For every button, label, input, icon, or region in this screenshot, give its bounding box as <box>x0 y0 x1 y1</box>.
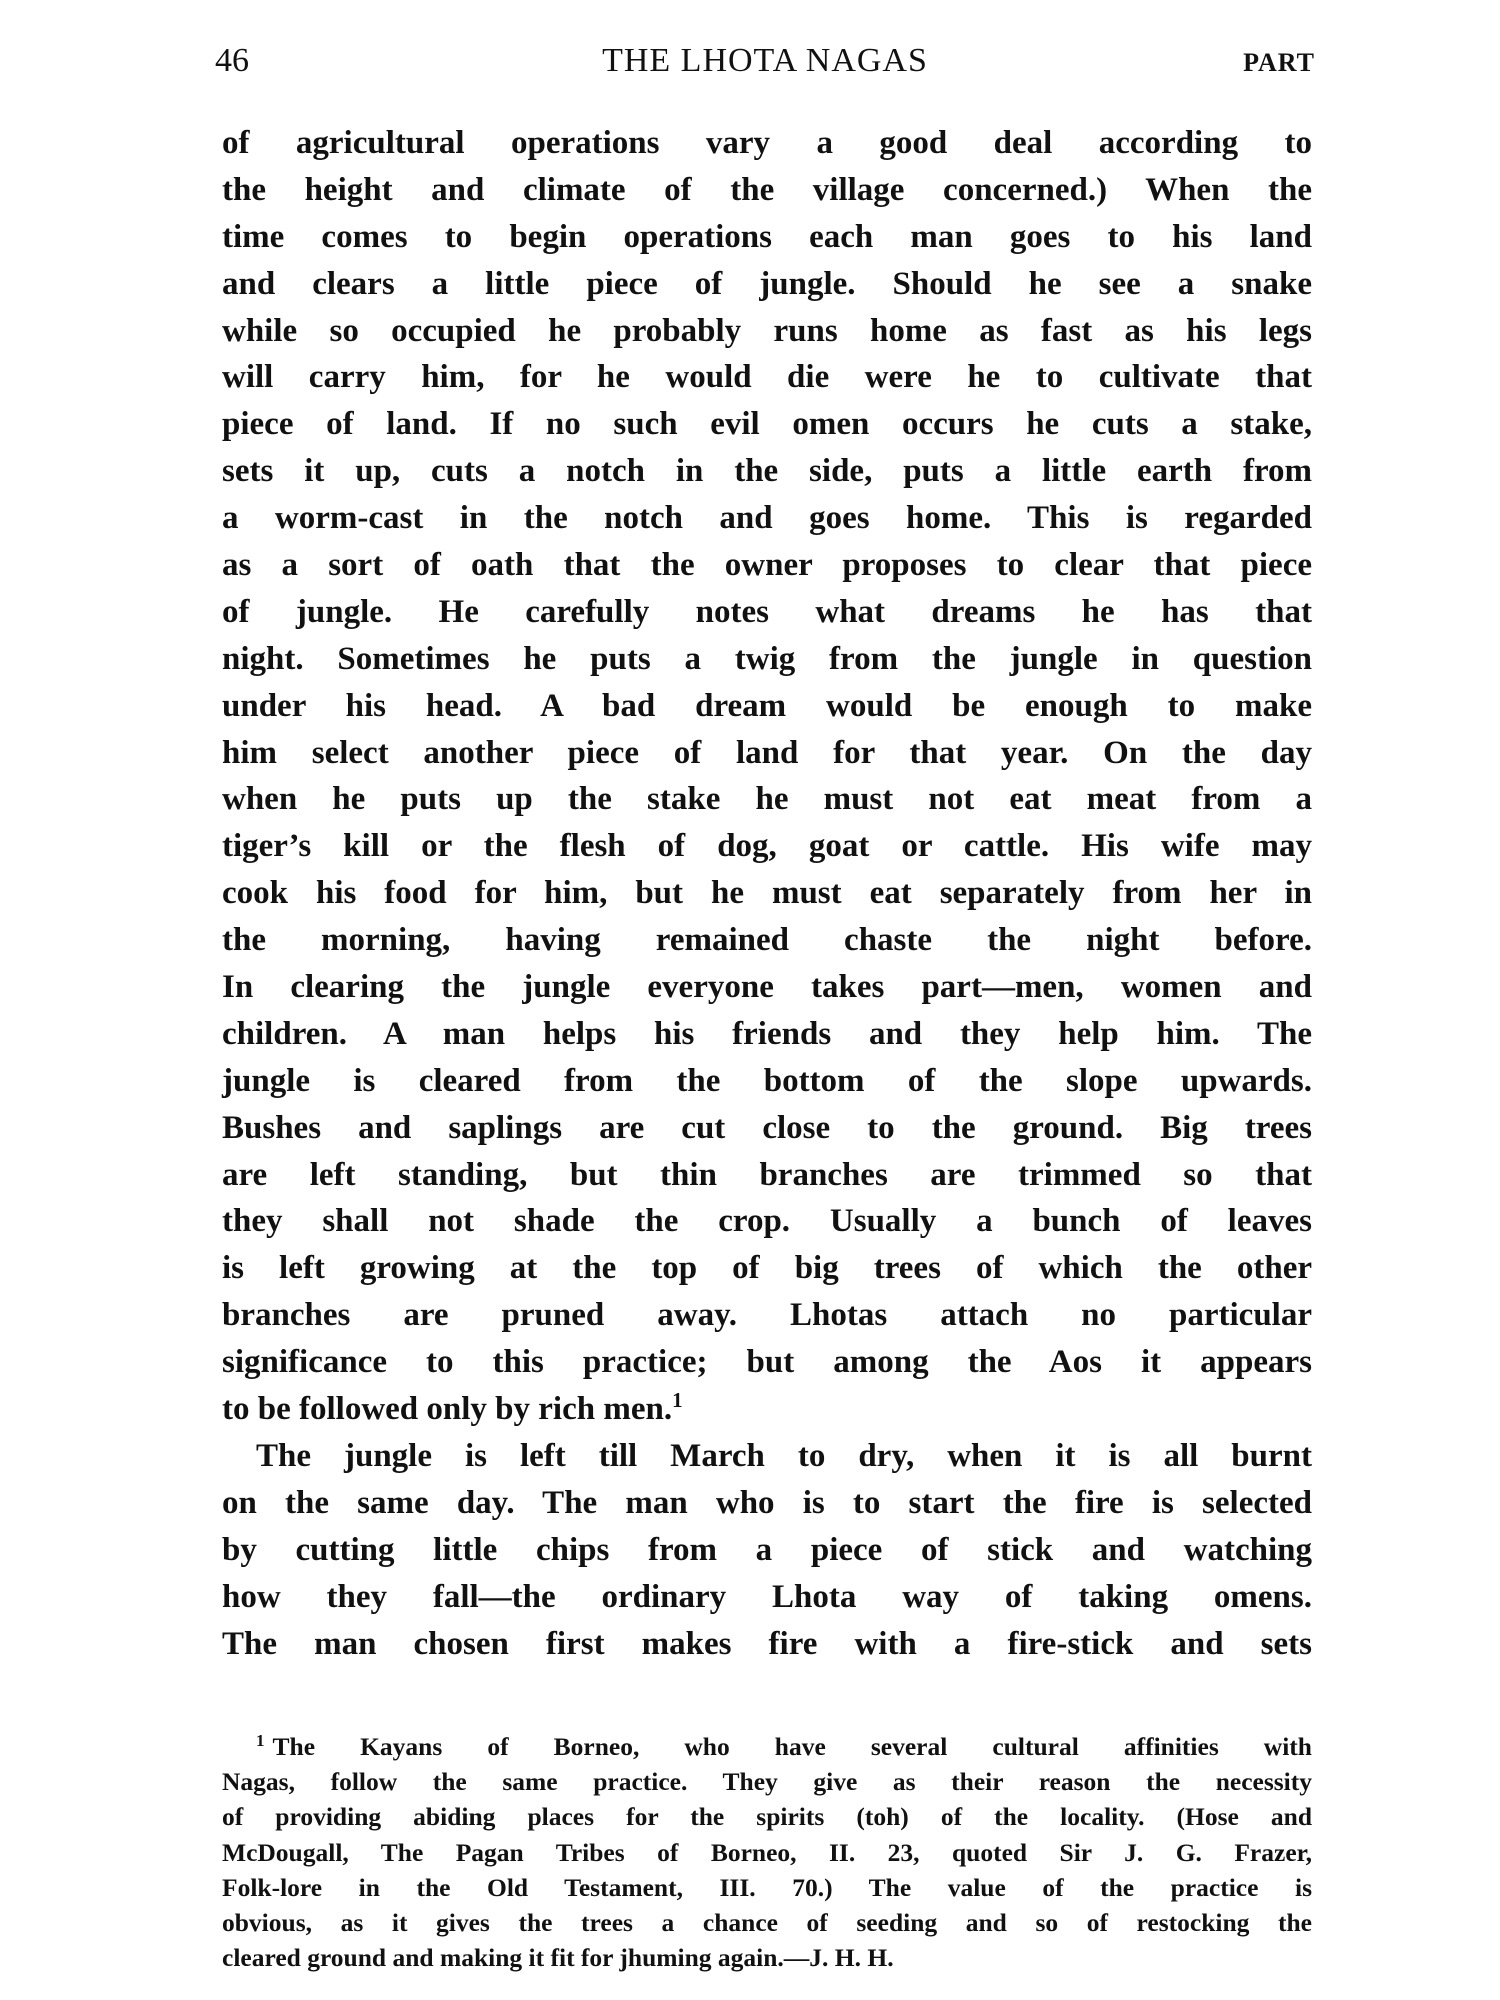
body-line: significance to this practice; but among the Aos it appears <box>222 1344 1312 1381</box>
footnote-line: obvious, as it gives the trees a chance of seeding and so of restocking the <box>222 1907 1312 1937</box>
body-line: by cutting little chips from a piece of stick and watching <box>222 1531 1312 1568</box>
footnote-line: McDougall, The Pagan Tribes of Borneo, II. 23, quoted Sir J. G. Frazer, <box>222 1837 1312 1867</box>
footnote-line: of providing abiding places for the spirits (toh) of the locality. (Hose and <box>222 1802 1312 1832</box>
body-line: when he puts up the stake he must not eat meat from a <box>222 781 1312 818</box>
body-line: is left growing at the top of big trees of which the other <box>222 1250 1312 1287</box>
body-line: piece of land. If no such evil omen occurs he cuts a stake, <box>222 406 1312 443</box>
body-line: the morning, having remained chaste the night before. <box>222 922 1312 959</box>
body-text <box>222 120 1312 1667</box>
footnote-marker: 1 <box>256 1730 265 1750</box>
body-line: him select another piece of land for that year. On the day <box>222 734 1312 771</box>
body-line: under his head. A bad dream would be enough to make <box>222 687 1312 724</box>
body-line: of jungle. He carefully notes what dreams he has that <box>222 593 1312 630</box>
page-header <box>215 42 1315 90</box>
body-line: on the same day. The man who is to start the fire is selected <box>222 1484 1312 1521</box>
footnote-section <box>222 1729 1312 1975</box>
body-line: branches are pruned away. Lhotas attach no particular <box>222 1297 1312 1334</box>
body-line: as a sort of oath that the owner proposes to clear that piece <box>222 547 1312 584</box>
body-line: children. A man helps his friends and they help him. The <box>222 1015 1312 1052</box>
footnote-line <box>222 1729 1312 1764</box>
body-line: cook his food for him, but he must eat separately from her in <box>222 875 1312 912</box>
body-line: while so occupied he probably runs home as fast as his legs <box>222 312 1312 349</box>
footnote-line: Folk-lore in the Old Testament, III. 70.) The value of the practice is <box>222 1872 1312 1902</box>
page-number: 46 <box>215 42 249 79</box>
body-line: will carry him, for he would die were he to cultivate that <box>222 359 1312 396</box>
body-line: a worm-cast in the notch and goes home. This is regarded <box>222 500 1312 537</box>
part-label: PART <box>1243 48 1315 77</box>
body-line: how they fall—the ordinary Lhota way of taking omens. <box>222 1578 1312 1615</box>
body-line: Bushes and saplings are cut close to the ground. Big trees <box>222 1109 1312 1146</box>
body-line: are left standing, but thin branches are trimmed so that <box>222 1156 1312 1193</box>
body-line: of agricultural operations vary a good deal according to <box>222 125 1312 161</box>
footnote-line: cleared ground and making it fit for jhuming again.—J. H. H. <box>222 1943 894 1973</box>
body-line: they shall not shade the crop. Usually a bunch of leaves <box>222 1203 1312 1240</box>
body-line: and clears a little piece of jungle. Should he see a snake <box>222 265 1312 302</box>
body-line: tiger’s kill or the flesh of dog, goat or cattle. His wife may <box>222 828 1312 865</box>
body-line: the height and climate of the village concerned.) When the <box>222 171 1312 208</box>
footnote-line: Nagas, follow the same practice. They give as their reason the necessity <box>222 1767 1312 1797</box>
running-title: THE LHOTA NAGAS <box>602 42 928 79</box>
body-line <box>222 1386 1312 1433</box>
body-line: jungle is cleared from the bottom of the slope upwards. <box>222 1062 1312 1099</box>
footnote-reference[interactable]: 1 <box>672 1388 683 1413</box>
body-line: time comes to begin operations each man goes to his land <box>222 218 1312 255</box>
body-line: night. Sometimes he puts a twig from the jungle in question <box>222 640 1312 677</box>
body-line: In clearing the jungle everyone takes part—men, women and <box>222 969 1312 1006</box>
body-line: The jungle is left till March to dry, when it is all burnt <box>256 1437 1312 1474</box>
body-line: The man chosen first makes fire with a fire-stick and sets <box>222 1625 1312 1662</box>
paragraph-end-text: to be followed only by rich men. <box>222 1391 673 1428</box>
body-line: sets it up, cuts a notch in the side, puts a little earth from <box>222 453 1312 490</box>
footnote-text: The Kayans of Borneo, who have several cultural affinities with <box>272 1732 1312 1761</box>
